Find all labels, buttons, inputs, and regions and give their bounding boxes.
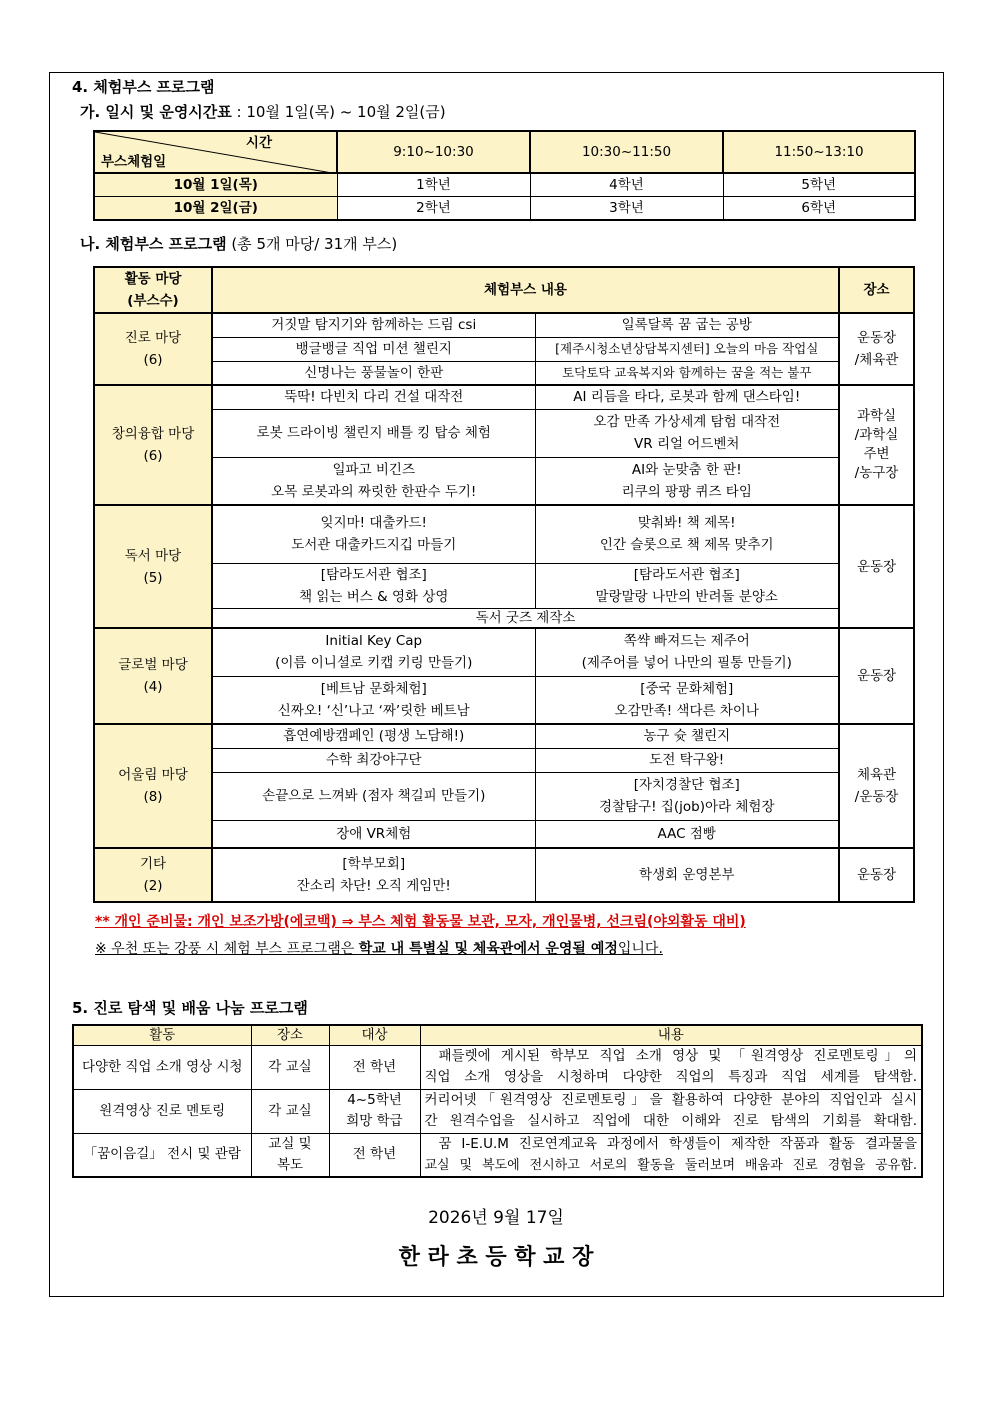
program-activity: 원격영상 진로 멘토링	[73, 1089, 251, 1133]
booth-line: 잔소리 차단! 오직 게임만!	[296, 878, 451, 894]
zone-name: 진로 마당	[124, 330, 182, 346]
booth-item: 흡연예방캠페인 (평생 노담해!)	[212, 724, 535, 748]
program-content-line: 패들렛에 게시된 학부모 직업 소개 영상 및 「원격영상 진로멘토링」의	[438, 1048, 917, 1064]
booth-line: [학부모회]	[342, 856, 406, 872]
booth-header-zone-line1: 활동 마당	[124, 271, 182, 287]
schedule-heading	[80, 101, 446, 122]
program-content-line: 직업 소개 영상을 시청하며 다양한 직업의 특징과 직업 세계를 탐색함.	[424, 1069, 917, 1085]
booth-item: 뱅글뱅글 직업 미션 챌린지	[212, 337, 535, 361]
schedule-cell: 4학년	[530, 173, 723, 197]
booth-item: 도전 탁구왕!	[535, 748, 839, 772]
document-date: 2026년 9월 17일	[428, 1208, 564, 1228]
program-place-line: 복도	[276, 1156, 304, 1173]
zone-name: 창의융합 마당	[111, 426, 195, 442]
section4-title: 4. 체험부스 프로그램	[72, 78, 215, 96]
booth-item: 독서 굿즈 제작소	[212, 608, 839, 628]
booth-item	[212, 505, 535, 563]
schedule-cell: 6학년	[723, 197, 915, 221]
booth-item: [제주시청소년상담복지센터] 오늘의 마음 작업실	[535, 337, 839, 361]
zone-etc	[94, 848, 212, 902]
place-jinro	[839, 313, 914, 385]
zone-changui	[94, 385, 212, 505]
schedule-table	[93, 130, 916, 221]
program-table	[72, 1024, 923, 1178]
program-content-line: 꿈 I-E.U.M 진로연계교육 과정에서 학생들이 제작한 작품과 활동 결과물을	[438, 1135, 917, 1152]
schedule-header-time: 시간	[245, 135, 272, 151]
place-line: 과학실	[856, 408, 897, 424]
booth-item	[212, 457, 535, 505]
place-line: /과학실	[854, 427, 899, 443]
place-line: 운동장	[856, 330, 897, 346]
program-header: 활동	[73, 1025, 251, 1045]
schedule-slot: 11:50~13:10	[723, 131, 915, 173]
program-content-line: 간 원격수업을 실시하고 직업에 대한 이해와 진로 탐색의 기회를 확대함.	[424, 1113, 917, 1129]
booth-item: 뚝딱! 다빈치 다리 건설 대작전	[212, 385, 535, 409]
rain-note-part3: 입니다.	[617, 941, 663, 957]
program-content	[420, 1089, 922, 1133]
schedule-cell: 5학년	[723, 173, 915, 197]
schedule-header-day: 부스체험일	[101, 154, 167, 170]
program-header: 장소	[251, 1025, 329, 1045]
booth-item: 로봇 드라이빙 챌린지 배틀 킹 탑승 체험	[212, 409, 535, 457]
schedule-row	[94, 173, 915, 197]
booth-line: 일파고 비긴즈	[332, 461, 416, 478]
booth-item	[535, 409, 839, 457]
schedule-heading-label: 가. 일시 및 운영시간표	[80, 103, 232, 121]
zone-eoullim	[94, 724, 212, 848]
program-place: 각 교실	[251, 1045, 329, 1089]
place-global: 운동장	[839, 628, 914, 724]
program-target	[329, 1089, 420, 1133]
schedule-day: 10월 1일(목)	[94, 173, 337, 197]
preparation-note	[95, 911, 746, 931]
booth-item	[535, 676, 839, 724]
place-line: 주변	[863, 446, 890, 462]
program-target: 전 학년	[329, 1133, 420, 1177]
booth-item: 일록달록 꿈 굽는 공방	[535, 313, 839, 337]
program-place: 각 교실	[251, 1089, 329, 1133]
zone-name: 기타	[139, 856, 167, 872]
booth-item: 손끝으로 느껴봐 (점자 책길피 만들기)	[212, 772, 535, 820]
booth-line: 잊지마! 대출카드!	[320, 515, 427, 532]
booth-line: 신짜오! ‘신’나고 ‘짜’릿한 베트남	[277, 702, 470, 719]
program-target-line: 4~5학년	[347, 1092, 402, 1108]
booth-item	[212, 563, 535, 608]
place-changui	[839, 385, 914, 505]
program-content-line: 교실 및 복도에 전시하고 서로의 활동을 둘러보며 배움과 진로 경험을 공유함.	[424, 1157, 917, 1173]
booth-line: 리쿠의 팡팡 퀴즈 타임	[621, 483, 752, 500]
program-activity: 「꿈이음길」 전시 및 관람	[73, 1133, 251, 1177]
booth-item: 신명나는 풍물놀이 한판	[212, 361, 535, 385]
booth-item	[212, 848, 535, 902]
booth-header-zone-line2: (부스수)	[127, 293, 179, 309]
zone-jinro	[94, 313, 212, 385]
booth-line: [탐라도서관 협조]	[320, 566, 427, 583]
booth-line: (이름 이니셜로 키캡 키링 만들기)	[275, 655, 473, 672]
booth-line: 오감만족! 색다른 차이나	[614, 702, 759, 719]
booth-heading	[80, 233, 397, 254]
booth-item	[535, 628, 839, 676]
program-header: 내용	[420, 1025, 922, 1045]
program-row	[73, 1089, 922, 1133]
booth-item: AAC 점빵	[535, 820, 839, 848]
booth-line: 책 읽는 버스 & 영화 상영	[299, 588, 449, 605]
rain-note-part1: ※ 우천 또는 강풍 시 체험 부스 프로그램은	[95, 941, 359, 957]
booth-line: [탐라도서관 협조]	[633, 566, 740, 583]
place-etc: 운동장	[839, 848, 914, 902]
booth-heading-value: (총 5개 마당/ 31개 부스)	[226, 235, 398, 253]
booth-item: 수학 최강야구단	[212, 748, 535, 772]
zone-count: (4)	[143, 679, 163, 695]
booth-item: 농구 슛 챌린지	[535, 724, 839, 748]
booth-item	[535, 505, 839, 563]
program-row	[73, 1045, 922, 1089]
zone-count: (8)	[143, 789, 163, 805]
zone-name: 어울림 마당	[118, 767, 188, 783]
booth-line: 쪽쌱 빠져드는 제주어	[623, 633, 750, 650]
booth-item: 학생회 운영본부	[535, 848, 839, 902]
zone-count: (6)	[143, 352, 163, 368]
booth-item	[535, 563, 839, 608]
booth-item	[212, 676, 535, 724]
booth-line: 도서관 대출카드지깁 마들기	[291, 537, 457, 554]
program-content	[420, 1045, 922, 1089]
place-line: /체육관	[854, 352, 899, 368]
booth-line: [중국 문화체험]	[640, 680, 734, 697]
place-line: /농구장	[854, 465, 899, 481]
booth-line: 맞춰봐! 책 제목!	[637, 515, 736, 532]
program-content-line: 커리어넷「원격영상 진로멘토링」을 활용하여 다양한 분야의 직업인과 실시	[424, 1092, 917, 1108]
rain-note	[95, 938, 663, 958]
booth-header-content: 체험부스 내용	[212, 267, 839, 313]
program-activity: 다양한 직업 소개 영상 시청	[73, 1045, 251, 1089]
preparation-note-text: ** 개인 준비물: 개인 보조가방(에코백) ⇒ 부스 체험 활동물 보관, 모자, 개인물병, 선크림(야외활동 대비)	[95, 914, 746, 930]
place-eoullim	[839, 724, 914, 848]
zone-count: (6)	[143, 448, 163, 464]
program-row	[73, 1133, 922, 1177]
schedule-slot: 9:10~10:30	[337, 131, 530, 173]
booth-item	[535, 457, 839, 505]
booth-line: Initial Key Cap	[325, 633, 423, 650]
zone-count: (5)	[143, 569, 163, 586]
principal-signature: 한 라 초 등 학 교 장	[398, 1244, 594, 1270]
booth-item: AI 리듬을 타다, 로봇과 함께 댄스타임!	[535, 385, 839, 409]
booth-line: 인간 슬롯으로 책 제목 맞추기	[599, 537, 774, 554]
zone-dokseo	[94, 505, 212, 628]
zone-count: (2)	[143, 878, 163, 894]
schedule-row	[94, 197, 915, 221]
place-line: 체육관	[856, 767, 897, 783]
booth-item	[212, 628, 535, 676]
program-header: 대상	[329, 1025, 420, 1045]
booth-line: 경찰탐구! 집(job)아라 체험장	[598, 799, 775, 815]
schedule-heading-value: : 10월 1일(목) ~ 10월 2일(금)	[231, 103, 446, 121]
booth-item: 장애 VR체험	[212, 820, 535, 848]
booth-line: 말랑말랑 나만의 반려돌 분양소	[595, 588, 778, 605]
rain-note-part2: 학교 내 특별실 및 체육관에서 운영될 예정	[358, 941, 618, 957]
booth-header-zone	[94, 267, 212, 313]
section5-title: 5. 진로 탐색 및 배움 나눔 프로그램	[72, 999, 308, 1017]
booth-item: 거짓말 탐지기와 함께하는 드림 csi	[212, 313, 535, 337]
zone-name: 독서 마당	[124, 547, 182, 564]
schedule-cell: 2학년	[337, 197, 530, 221]
schedule-corner-cell	[94, 131, 337, 173]
schedule-cell: 1학년	[337, 173, 530, 197]
booth-line: 오목 로봇과의 짜릿한 한판수 두기!	[271, 483, 477, 500]
schedule-slot: 10:30~11:50	[530, 131, 723, 173]
program-content	[420, 1133, 922, 1177]
zone-name: 글로벌 마당	[118, 657, 188, 673]
booth-heading-label: 나. 체험부스 프로그램	[80, 235, 227, 253]
booth-table	[93, 266, 915, 903]
program-target: 전 학년	[329, 1045, 420, 1089]
place-line: /운동장	[854, 789, 899, 805]
booth-item	[535, 772, 839, 820]
zone-global	[94, 628, 212, 724]
booth-line: VR 리얼 어드벤처	[634, 436, 740, 452]
booth-line: AI와 눈맞춤 한 판!	[631, 461, 742, 478]
program-place	[251, 1133, 329, 1177]
schedule-day: 10월 2일(금)	[94, 197, 337, 221]
booth-line: (제주어를 넣어 나만의 필통 만들기)	[581, 655, 792, 672]
booth-header-place: 장소	[839, 267, 914, 313]
program-place-line: 교실 및	[268, 1135, 312, 1152]
booth-item: 토닥토닥 교육복지와 함께하는 꿈을 적는 불꾸	[535, 361, 839, 385]
booth-line: 오감 만족 가상세계 탐험 대작전	[593, 414, 781, 430]
place-dokseo: 운동장	[839, 505, 914, 628]
booth-line: [자치경찰단 협조]	[633, 777, 740, 793]
booth-line: [베트남 문화체험]	[320, 680, 427, 697]
program-target-line: 희망 학급	[346, 1113, 403, 1129]
schedule-cell: 3학년	[530, 197, 723, 221]
